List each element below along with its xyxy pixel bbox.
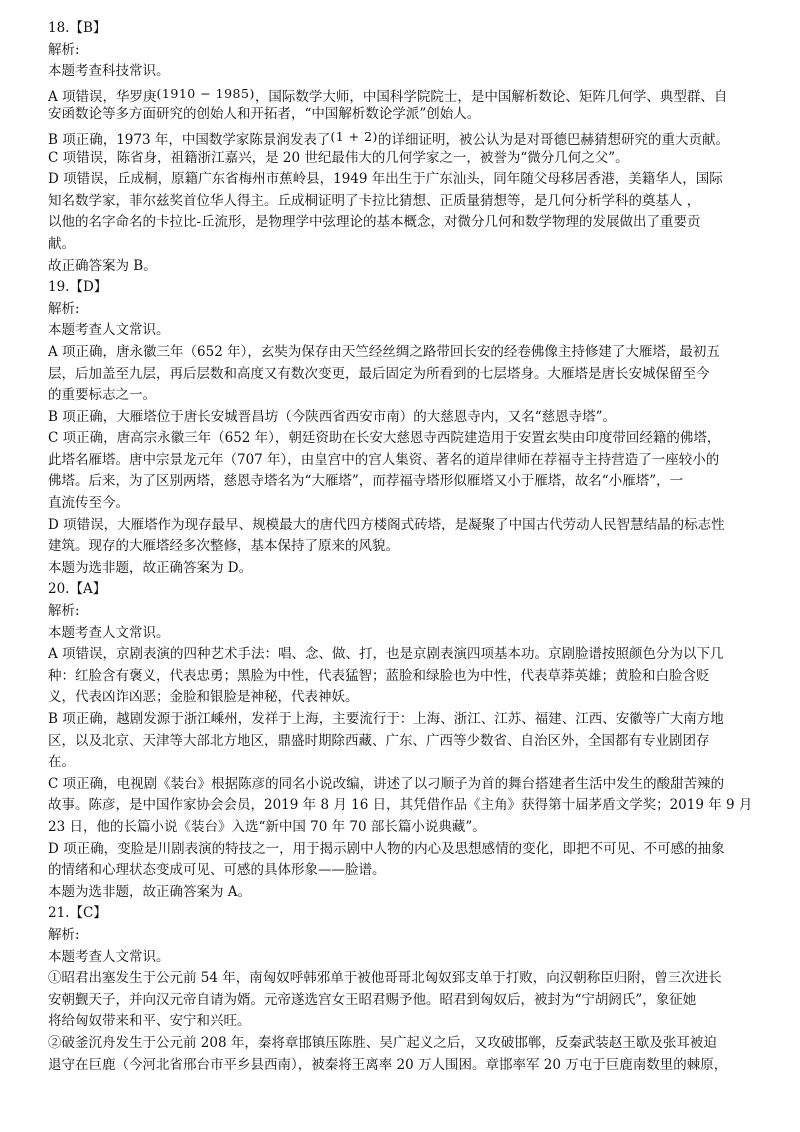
option-b-text-1: B 项正确，1973 年，中国数学家陈景润发表了 [48, 131, 331, 148]
option-d-line: 建筑。现存的大雁塔经多次整修，基本保持了原来的风貌。 [48, 538, 399, 555]
analysis-label: 解析: [48, 300, 80, 317]
topic-line: 本题考查人文常识。 [48, 322, 170, 339]
option-b-line: B 项正确，越剧发源于浙江嵊州，发祥于上海，主要流行于：上海、浙江、江苏、福建、江西、安徽等广大南方地 [48, 711, 724, 727]
math-one-plus-two: (1 + 2) [330, 128, 378, 144]
option-c-line: C 项正确，电视剧《装台》根据陈彦的同名小说改编，讲述了以刁顺子为首的舞台搭建者生活中发生的酸甜苦辣的 [48, 775, 725, 792]
option-b-line: 在。 [48, 754, 75, 771]
question-18-heading: 18.【B】 [48, 20, 107, 36]
answer-line: 故正确答案为 B。 [48, 257, 157, 274]
option-b-line: 区，以及北京、天津等大部北方地区，鼎盛时期除西藏、广东、广西等少数省、自治区外，全国都有专业剧团存 [48, 732, 710, 749]
option-d-line: 献。 [48, 235, 75, 252]
option-a-text-1: A 项错误，华罗庚 [48, 88, 157, 105]
option-d-line: D 项正确，变脸是川剧表演的特技之一，用于揭示剧中人物的内心及思想感情的变化，即把不可见、不可感的抽象 [48, 840, 725, 857]
option-a-line: 层，后加盖至九层，再后层数和高度又有数次变更，最后固定为所看到的七层塔身。大雁塔是唐长安城保留至今 [48, 365, 710, 382]
option-a-line: 安函数论等多方面研究的创始人和开拓者，“中国解析数论学派”创始人。 [48, 106, 481, 123]
item-1-line: 安朝觐天子，并向汉元帝自请为婿。元帝遂选宫女王昭君赐予他。昭君到匈奴后，被封为“宁胡阏氏”，象征她 [48, 991, 697, 1008]
option-d-line: D 项错误，大雁塔作为现存最早、规模最大的唐代四方楼阁式砖塔，是凝聚了中国古代劳动人民智慧结晶的标志性 [48, 516, 725, 533]
question-21-heading: 21.【C】 [48, 905, 107, 922]
option-a-line: A 项正确，唐永徽三年（652 年），玄奘为保存由天竺经丝绸之路带回长安的经卷佛像主持修建了大雁塔，最初五 [48, 343, 720, 360]
item-1-line: ①昭君出塞发生于公元前 54 年，南匈奴呼韩邪单于被他哥哥北匈奴郅支单于打败，向汉朝称臣归附，曾三次进长 [48, 970, 722, 987]
option-d-line: 的情绪和心理状态变成可见、可感的具体形象——脸谱。 [48, 862, 386, 879]
option-b-line: B 项正确，大雁塔位于唐长安城晋昌坊（今陕西省西安市南）的大慈恩寺内，又名“慈恩寺塔”。 [48, 408, 617, 425]
question-19-heading: 19.【D】 [48, 279, 108, 296]
option-a-line [48, 83, 758, 105]
math-years: (1910 − 1985) [156, 85, 255, 101]
option-c-line: 佛塔。后来，为了区别两塔，慈恩寺塔名为“大雁塔”，而荐福寺塔形似雁塔又小于雁塔，故名“小雁塔”，一 [48, 473, 684, 490]
option-c-line: 此塔名雁塔。唐中宗景龙元年（707 年），由皇宫中的宫人集资、著名的道岸律师在荐福寺主持营造了一座较小的 [48, 451, 720, 468]
topic-line: 本题考查人文常识。 [48, 948, 170, 965]
option-a-line: 义，代表凶诈凶恶；金脸和银脸是神秘，代表神妖。 [48, 689, 359, 706]
option-b-text-2: 的详细证明，被公认为是对哥德巴赫猜想研究的重大贡献。 [377, 131, 729, 148]
option-c-line: 23 日，他的长篇小说《装台》入选“新中国 70 年 70 部长篇小说典藏”。 [48, 818, 486, 835]
analysis-label: 解析: [48, 41, 80, 58]
option-a-line: A 项错误，京剧表演的四种艺术手法：唱、念、做、打，也是京剧表演四项基本功。京剧脸谱按照颜色分为以下几 [48, 646, 724, 663]
option-c-line: C 项错误，陈省身，祖籍浙江嘉兴，是 20 世纪最伟大的几何学家之一，被誉为“微分几何之父”。 [48, 149, 629, 166]
option-a-line: 的重要标志之一。 [48, 387, 156, 404]
option-c-line: 直流传至今。 [48, 495, 129, 512]
option-d-line: 知名数学家，菲尔兹奖首位华人得主。丘成桐证明了卡拉比猜想、正质量猜想等，是几何分析学科的奠基人 ， [48, 192, 701, 209]
analysis-label: 解析: [48, 926, 80, 943]
item-2-line: 退守在巨鹿（今河北省邢台市平乡县西南），被秦将王离率 20 万人围困。章邯率军 20 万屯于巨鹿南数里的棘原， [48, 1056, 728, 1073]
document-page [48, 18, 758, 1076]
option-c-line: C 项正确，唐高宗永徽三年（652 年），朝廷资助在长安大慈恩寺西院建造用于安置玄奘由印度带回经籍的佛塔， [48, 430, 721, 447]
topic-line: 本题考查人文常识。 [48, 624, 170, 641]
analysis-label: 解析: [48, 603, 80, 620]
item-2-line: ②破釜沉舟发生于公元前 208 年，秦将章邯镇压陈胜、吴广起义之后，又攻破邯郸，反秦武装赵王歇及张耳被迫 [48, 1034, 717, 1051]
option-d-line: D 项错误，丘成桐，原籍广东省梅州市蕉岭县，1949 年出生于广东汕头，同年随父母移居香港，美籍华人，国际 [48, 171, 723, 188]
answer-line: 本题为选非题，故正确答案为 A。 [48, 883, 252, 900]
option-d-line: 以他的名字命名的卡拉比-丘流形，是物理学中弦理论的基本概念，对微分几何和数学物理的发展做出了重要贡 [48, 214, 701, 231]
option-a-text-2: ，国际数学大师，中国科学院院士，是中国解析数论、矩阵几何学、典型群、自 [254, 88, 728, 105]
option-a-line: 种：红脸含有褒义，代表忠勇；黑脸为中性，代表猛智；蓝脸和绿脸也为中性，代表草莽英雄；黄脸和白脸含贬 [48, 667, 710, 684]
topic-line: 本题考查科技常识。 [48, 63, 170, 80]
option-c-line: 故事。陈彦，是中国作家协会会员，2019 年 8 月 16 日，其凭借作品《主角》获得第十届茅盾文学奖；2019 年 9 月 [48, 797, 753, 814]
option-b-line [48, 126, 758, 148]
question-20-heading: 20.【A】 [48, 581, 107, 598]
answer-line: 本题为选非题，故正确答案为 D。 [48, 559, 253, 576]
item-1-line: 将给匈奴带来和平、安宁和兴旺。 [48, 1013, 251, 1030]
